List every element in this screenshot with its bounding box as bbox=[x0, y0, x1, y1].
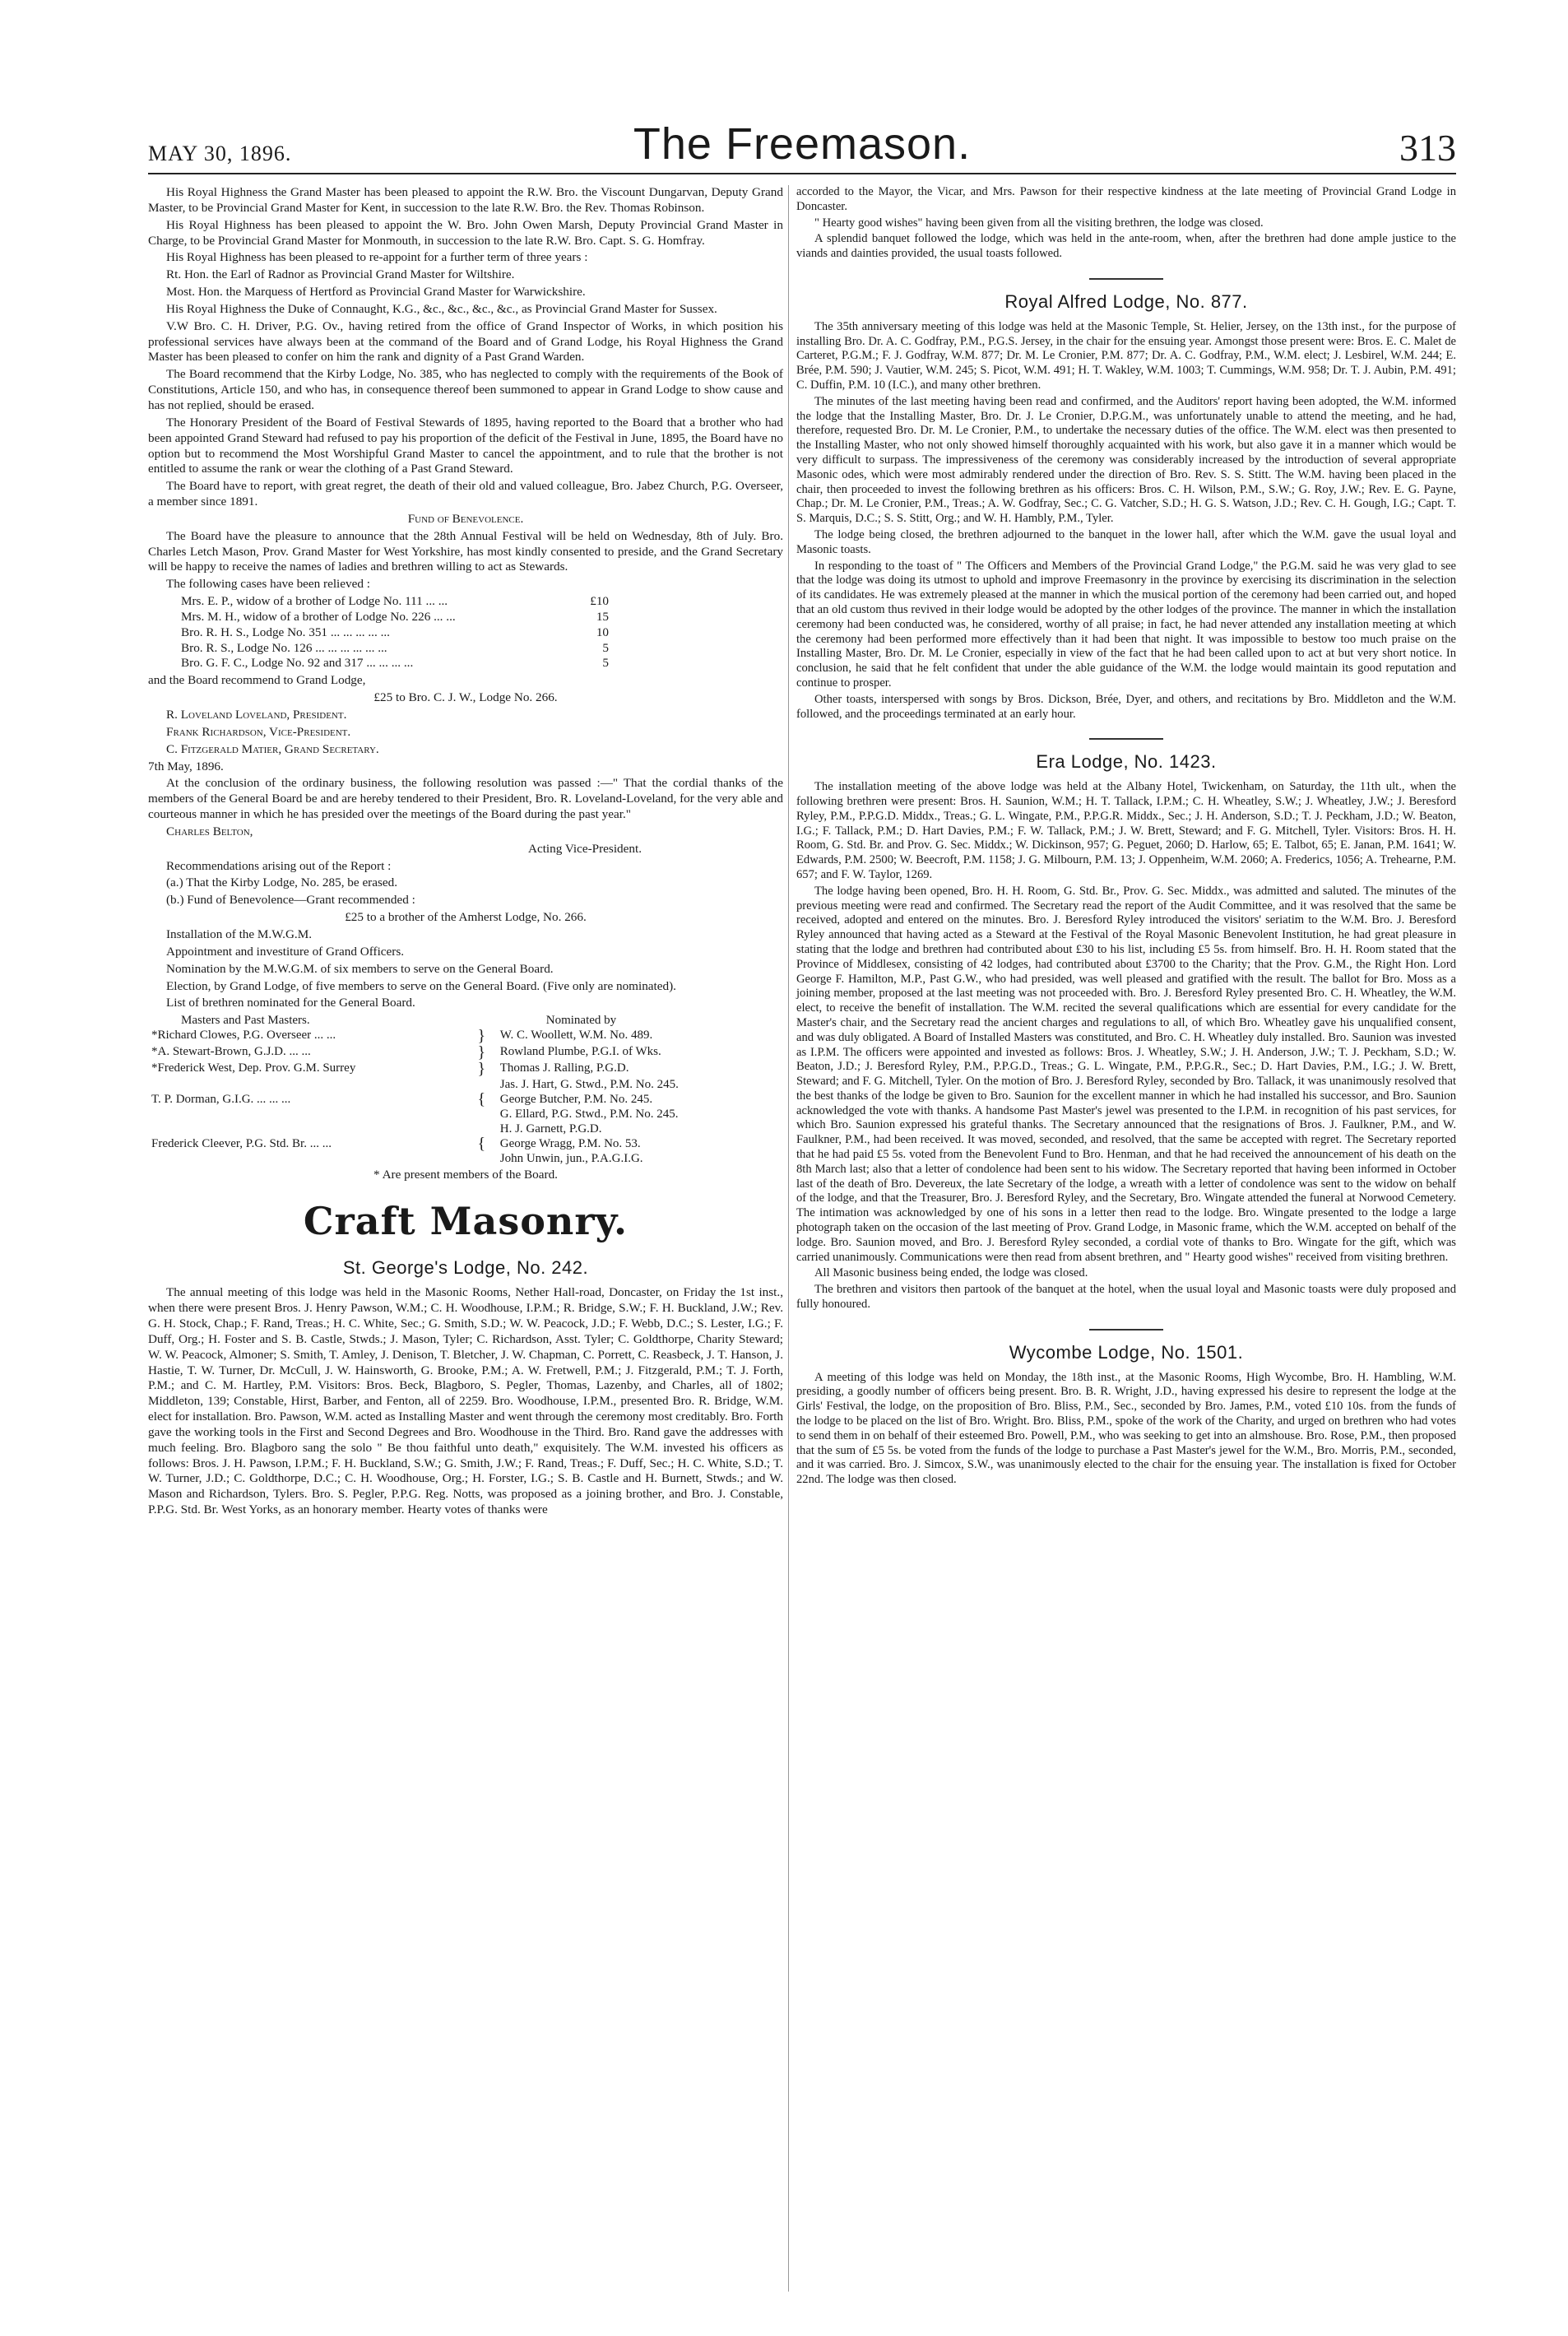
paragraph: All Masonic business being ended, the lodge was closed. bbox=[814, 1266, 1088, 1280]
newspaper-title: The Freemason. bbox=[633, 119, 972, 169]
paragraph: The brethren and visitors then partook of the banquet at the hotel, when the usual loyal and Masonic toasts were duly proposed and fully honoured. bbox=[796, 1283, 1456, 1312]
case-row bbox=[181, 656, 609, 671]
nominated-by: George Butcher, P.M. No. 245. bbox=[499, 1093, 653, 1107]
paragraph: Election, by Grand Lodge, of five members to serve on the General Board. (Five only are nominated). bbox=[166, 978, 676, 993]
divider bbox=[1089, 1329, 1163, 1331]
signature: C. Fitzgerald Matier, Grand Secretary. bbox=[166, 741, 379, 756]
paragraph: (a.) That the Kirby Lodge, No. 285, be erased. bbox=[166, 875, 398, 890]
masthead bbox=[148, 115, 1456, 174]
paragraph: His Royal Highness the Duke of Connaught, K.G., &c., &c., &c., &c., as Provincial Grand Master for Sussex. bbox=[166, 301, 717, 316]
paragraph: Rt. Hon. the Earl of Radnor as Provincial Grand Master for Wiltshire. bbox=[166, 267, 515, 282]
nominee-name: *Richard Clowes, P.G. Overseer ... ... bbox=[151, 1029, 336, 1043]
lodge-heading: St. George's Lodge, No. 242. bbox=[342, 1257, 589, 1279]
signature-date: 7th May, 1896. bbox=[148, 759, 224, 773]
nominated-by: Thomas J. Ralling, P.G.D. bbox=[499, 1061, 629, 1075]
paragraph: Most. Hon. the Marquess of Hertford as Provincial Grand Master for Warwickshire. bbox=[166, 285, 586, 300]
nominated-by: W. C. Woollett, W.M. No. 489. bbox=[499, 1029, 653, 1043]
paragraph: His Royal Highness has been pleased to appoint the W. Bro. John Owen Marsh, Deputy Provincial Grand Master in Charge, to be Provincial Grand Master for Monmouth, in succession to the late R.W. Bro. Capt. S. G. Homfray. bbox=[148, 217, 783, 248]
column-divider bbox=[788, 185, 789, 2292]
case-row bbox=[181, 625, 609, 641]
footnote: * Are present members of the Board. bbox=[373, 1168, 558, 1182]
paragraph: Installation of the M.W.G.M. bbox=[166, 927, 313, 941]
paragraph: The Honorary President of the Board of Festival Stewards of 1895, having reported to the Board that a brother who had been appointed Grand Steward had refused to pay his proportion of the deficit of the Festival in June, 1895, the Board have no option but to recommend the Most Worshipful Grand Master to cancel the appointment, and to rule that the brother is not entitled to assume the rank or wear the clothing of a Past Grand Steward. bbox=[148, 415, 783, 476]
right-column bbox=[796, 185, 1456, 1489]
lodge-heading: Wycombe Lodge, No. 1501. bbox=[1009, 1341, 1244, 1363]
paragraph: V.W Bro. C. H. Driver, P.G. Ov., having retired from the office of Grand Inspector of Works, in which position his professional services have always been at the command of the Board and of Grand Lodge, his Royal Highness the Grand Master has been pleased to confer on him the rank and dignity of a Past Grand Warden. bbox=[148, 318, 783, 365]
column-header: Masters and Past Masters. bbox=[181, 1014, 310, 1028]
paragraph: £25 to a brother of the Amherst Lodge, No. 266. bbox=[345, 910, 587, 925]
paragraph: His Royal Highness has been pleased to re-appoint for a further term of three years : bbox=[166, 250, 588, 265]
paragraph: Recommendations arising out of the Report : bbox=[166, 858, 392, 873]
paragraph: The Board recommend that the Kirby Lodge, No. 385, who has neglected to comply with the requirements of the Book of Constitutions, Article 150, and who has, in consequence thereof been summoned to appear in Grand Lodge to show cause and has not replied, should be erased. bbox=[148, 367, 783, 412]
case-text: Bro. R. H. S., Lodge No. 351 ... ... ... ... ... bbox=[181, 625, 390, 639]
paragraph: (b.) Fund of Benevolence—Grant recommended : bbox=[166, 893, 415, 908]
issue-date: MAY 30, 1896. bbox=[148, 142, 292, 165]
paragraph: Nomination by the M.W.G.M. of six members to serve on the General Board. bbox=[166, 961, 554, 976]
paragraph: The lodge having been opened, Bro. H. H. Room, G. Std. Br., Prov. G. Sec. Middx., was admitted and saluted. The minutes of the previous meeting were read and confirmed. The Secretary read the report of the Audit Committee, and it was resolved that the same be received, adopted and entered on the minutes. Bro. J. Beresford Ryley introduced the visitors' seriatim to the W.M. Bro. J. Beresford Ryley announced that having acted as a Steward at the Festival of the Royal Masonic Benevolent Institution, he had great pleasure in stating that the lodge and brethren had contributed about £30 to his list, including £5 5s. from himself. Bro. H. H. Room stated that the Province of Middlesex, consisting of 42 lodges, had contributed about £3700 to the Charity; that the Prov. G.M., the Right Hon. Lord George F. Hamilton, M.P., Past G.W., who had presided, was well pleased and gratified with the result. The ballot for Bro. Moss as a joining member, proposed at the last meeting was not proceeded with. Bro. J. Beresford Ryley presented Bro. C. H. Wheatley, the W.M. elect, to receive the benefit of installation. The W.M. recited the several qualifications which are essential for every candidate for the Master's chair, and the Secretary read the ancient charges and regulations to all, of which Bro. Wheatley gave his unqualified consent, and was duly obligated. A Board of Installed Masters was constituted, and Bro. C. H. Wheatley duly installed. Bro. Saunion was invested as I.P.M. The officers were appointed and invested as follows: Bros. J. Wheatley, S.W.; J. H. Anderson, J.W.; T. J. Peckham, S.D.; W. Beaton, J.D.; J. Beresford Ryley, P.M., P.P.G.D., Treas.; G. L. Wingate, P.M., P.P.G.R., Sec.; D. Hart Davies, P.M., I.G.; J. W. Brett, Steward; and F. G. Mitchell, Tyler. On the motion of Bro. J. Beresford Ryley, seconded by Bro. Tallack, it was unanimously resolved that the best thanks of the lodge be given to Bro. Saunion for the excellent manner in which he had installed his successor, and Bro. Saunion acknowledged the vote with thanks. A handsome Past Master's jewel was presented to the I.P.M. in recognition of his past services, for which Bro. Saunion expressed his grateful thanks. The Secretary announced that the resignations of Bros. J. Faulkner, P.M., and W. Faulkner, P.M., had been received. It was moved, seconded, and resolved, that the same be accepted with regret. The Secretary reported that he had paid £5 5s. voted from the Benevolent Fund to Bro. Henman, and that he had received the announcement of his death on the 8th March last; also that a letter of condolence had been sent to his widow. The Secretary reported that having been informed in October last of the death of Bro. Devereux, the late Secretary of the lodge, a wreath with a letter of condolence was sent to the widow on behalf of the lodge, and that the Treasurer, Bro. J. Beresford Ryley, and the Secretary, Bro. Wingate attended the funeral at Norwood Cemetery. The intimation was acknowledged by one of his sons in a letter then read to the lodge. Bro. Wingate presented to the lodge a large photograph taken on the occasion of the last meeting of Prov. Grand Lodge, in Masonic frame, which the W.M. accepted on behalf of the lodge. Bro. Saunion moved, and Bro. J. Beresford Ryley seconded, a cordial vote of thanks to Bro. Wingate for the gift, which was carried unanimously. Communications were then read from absent brethren, and " Hearty good wishes" received from visiting brethren. bbox=[796, 884, 1456, 1264]
lodge-heading: Era Lodge, No. 1423. bbox=[1036, 751, 1217, 773]
section-title-craft-masonry: Craft Masonry. bbox=[303, 1199, 629, 1244]
paragraph: The Board have the pleasure to announce that the 28th Annual Festival will be held on Wednesday, 8th of July. Bro. Charles Letch Mason, Prov. Grand Master for West Yorkshire, has most kindly consented to preside, and the Grand Secretary will be happy to receive the names of ladies and brethren willing to act as Stewards. bbox=[148, 528, 783, 574]
nominee-name: Frederick Cleever, P.G. Std. Br. ... ... bbox=[151, 1137, 332, 1151]
paragraph: The lodge being closed, the brethren adjourned to the banquet in the lower hall, after which the W.M. gave the usual loyal and Masonic toasts. bbox=[796, 527, 1456, 556]
paragraph: A splendid banquet followed the lodge, which was held in the ante-room, when, after the brethren had done ample justice to the viands and dainties provided, the usual toasts followed. bbox=[796, 232, 1456, 261]
relief-cases-list bbox=[181, 594, 609, 671]
signature: Frank Richardson, Vice-President. bbox=[166, 724, 351, 739]
case-text: Mrs. M. H., widow of a brother of Lodge No. 226 ... ... bbox=[181, 609, 456, 624]
paragraph: At the conclusion of the ordinary business, the following resolution was passed :—" That the cordial thanks of the members of the General Board be and are hereby tendered to their President, Bro. R. Loveland-Loveland, for the very able and courteous manner in which he has presided over the meetings of the Board during the past year." bbox=[148, 776, 783, 822]
paragraph: The 35th anniversary meeting of this lodge was held at the Masonic Temple, St. Helier, Jersey, on the 13th inst., for the purpose of installing Bro. Dr. A. C. Godfray, P.M., P.G.S. Jersey, in the chair for the ensuing year. Amongst those present were: Bros. E. C. Malet de Carteret, P.G.M.; F. J. Godfray, W.M. 877; Dr. M. Le Cronier, P.M. 877; Dr. A. C. Godfray, P.M., W.M. elect; J. Lesbirel, W.M. 244; E. Brée, P.M. 590; J. Vautier, W.M. 245; S. Picot, W.M. 491; H. T. Wakley, W.M. 1003; T. Cummings, W.M. 958; Dr. T. J. Aubin, P.M. 491; C. Duffin, P.M. 10 (I.C.), and many other brethren. bbox=[796, 319, 1456, 392]
table-row: Frederick Cleever, P.G. Std. Br. ... ... { H. J. Garnett, P.G.D. George Wragg, P.M. No. 53. John Unwin, jun., P.A.G.I.G. bbox=[148, 1122, 783, 1166]
nominated-by-list bbox=[497, 1122, 783, 1166]
case-row bbox=[181, 610, 609, 625]
paragraph: A meeting of this lodge was held on Monday, the 18th inst., at the Masonic Rooms, High Wycombe, Bro. H. Hambling, W.M. presiding, a goodly number of officers being present. Bro. B. R. Wright, J.D., having expressed his desire to represent the lodge at the Girls' Festival, the lodge, on the proposition of Bro. Bliss, P.M., Sec., seconded by Bro. James, P.M., voted £10 10s. from the funds of the lodge to be placed on the list of Bro. Wright. Bro. Bliss, P.M., spoke of the work of the Charity, and urged on brethren who had votes to send them in on behalf of their esteemed Bro. Powell, P.M., who was seeking to get into an almshouse. Bro. Rose, P.M., then proposed that the sum of £5 5s. be voted from the funds of the lodge to purchase a Past Master's jewel for the W.M., Bro. Morris, P.M., seconded, and it was carried. Bro. J. Simcox, S.W., was unanimously elected to the chair for the ensuing year. The installation is fixed for October 22nd. The lodge was then closed. bbox=[796, 1370, 1456, 1487]
table-row: *Richard Clowes, P.G. Overseer ... ... } W. C. Woollett, W.M. No. 489. bbox=[148, 1028, 783, 1044]
case-row bbox=[181, 594, 609, 610]
paragraph: List of brethren nominated for the General Board. bbox=[166, 996, 415, 1010]
case-amount: £10 bbox=[590, 594, 609, 609]
divider bbox=[1089, 738, 1163, 740]
nominated-by: Rowland Plumbe, P.G.I. of Wks. bbox=[499, 1045, 661, 1059]
nominee-name: *A. Stewart-Brown, G.J.D. ... ... bbox=[151, 1045, 311, 1059]
case-text: Mrs. E. P., widow of a brother of Lodge No. 111 ... ... bbox=[181, 594, 448, 609]
case-amount: 5 bbox=[602, 656, 609, 671]
paragraph: The annual meeting of this lodge was held in the Masonic Rooms, Nether Hall-road, Doncaster, on Friday the 1st inst., when there were present Bros. J. Henry Pawson, W.M.; C. H. Woodhouse, I.P.M.; R. Bridge, S.W.; F. H. Buckland, J.W.; Rev. G. H. Stock, Chap.; F. Rand, Treas.; H. C. White, Sec.; G. Smith, S.D.; W. W. Peacock, J.D.; F. Webb, D.C.; S. Lester, I.G.; F. Duff, Org.; H. Foster and S. B. Castle, Stwds.; J. Mason, Tyler; C. Richardson, Asst. Tyler; C. Goldthorpe, Charity Steward; W. W. Peacock, Almoner; S. Smith, T. Amley, J. Denison, T. Bletcher, J. W. Chapman, C. Porrett, C. Reasbeck, J. T. Hanson, J. Hastie, T. W. Turner, Dr. McCull, J. W. Hainsworth, G. Brooke, P.M.; A. W. Fretwell, P.M.; J. Fitzgerald, P.M.; T. J. Forth, P.M.; and C. M. Hartley, P.M. Visitors: Bros. Beck, Blagboro, S. Pegler, Thomas, Lazenby, and Charles, all of 1802; Middleton, 139; Constable, Hirst, Barber, and Fenton, all of 2259. Bro. Woodhouse, I.P.M., presented Bro. R. Bridge, W.M. elect for installation. Bro. Pawson, W.M. acted as Installing Master and went through the ceremony most creditably. Bro. Forth gave the working tools in the First and Second Degrees and Bro. Woodhouse in the Third. Bro. Rand gave the addresses with much feeling. Bro. Blagboro sang the solo " Be thou faithful unto death," exquisitely. The W.M. invested his officers as follows: Bros. J. H. Pawson, I.P.M.; F. H. Buckland, S.W.; G. Smith, J.W.; F. Rand, Treas.; F. Duff, Sec.; H. C. White, S.D.; T. W. Turner, J.D.; C. Goldthorpe, D.C.; C. H. Woodhouse, Org.; H. Forster, I.G.; S. B. Castle and H. Burnett, Stwds.; and W. Mason and Richardson, Tylers. Bro. S. Pegler, P.P.G. Reg. Notts, was proposed as a joining brother, and Bro. J. Constable, P.P.G. Std. Br. West Yorks, as an honorary member. Hearty votes of thanks were bbox=[148, 1285, 783, 1517]
table-row: *Frederick West, Dep. Prov. G.M. Surrey } Thomas J. Ralling, P.G.D. bbox=[148, 1061, 783, 1077]
paragraph: accorded to the Mayor, the Vicar, and Mrs. Pawson for their respective kindness at the late meeting of Provincial Grand Lodge in Doncaster. bbox=[796, 185, 1456, 213]
case-amount: 10 bbox=[596, 625, 609, 639]
subheading-fund: Fund of Benevolence. bbox=[407, 511, 524, 526]
paragraph: and the Board recommend to Grand Lodge, bbox=[148, 673, 366, 688]
nominated-by: Jas. J. Hart, G. Stwd., P.M. No. 245. bbox=[499, 1078, 679, 1092]
table-header-row bbox=[148, 1013, 783, 1028]
page-number: 313 bbox=[1399, 127, 1456, 169]
nominee-name: *Frederick West, Dep. Prov. G.M. Surrey bbox=[151, 1061, 356, 1075]
paragraph: Appointment and investiture of Grand Officers. bbox=[166, 944, 405, 959]
nominated-by: George Wragg, P.M. No. 53. bbox=[499, 1137, 641, 1151]
nominated-by: G. Ellard, P.G. Stwd., P.M. No. 245. bbox=[499, 1108, 679, 1122]
paragraph: The minutes of the last meeting having been read and confirmed, and the Auditors' report having been adopted, the W.M. informed the lodge that the Installing Master, Bro. Dr. J. Le Cronier, D.P.G.M., was unfortunately unable to attend the meeting, and he had, therefore, requested Bro. Dr. M. Le Cronier, P.M., to undertake the necessary duties of the office. The W.M. elect was then presented to the Installing Master, who not only showed himself thoroughly acquainted with his work, but also gave it in a manner which would be very difficult to surpass. The impressiveness of the ceremony was considerably increased by the introduction of several appropriate Masonic odes, which were most admirably rendered under the direction of Bro. Rev. S. S. Stitt. The W.M. having been placed in the chair, then proceeded to invest the following brethren as his officers: Bros. C. H. Wilson, P.M., S.W.; G. Roy, J.W.; Rev. E. G. Payne, Chap.; Dr. M. Le Cronier, P.M., Treas.; A. W. Godfray, Sec.; C. G. Vatcher, S.D.; H. G. S. Watson, J.D.; Rev. C. H. Gough, I.G.; Capt. T. S. Marquis, D.C.; S. S. Stitt, Org.; and W. H. Hambly, P.M., Tyler. bbox=[796, 394, 1456, 526]
nominated-by-list bbox=[497, 1077, 783, 1122]
signature: Acting Vice-President. bbox=[528, 841, 642, 856]
paragraph: " Hearty good wishes" having been given from all the visiting brethren, the lodge was closed. bbox=[814, 216, 1264, 230]
paragraph: Other toasts, interspersed with songs by Bros. Dickson, Brée, Dyer, and others, and recitations by Bro. Middleton and the W.M. followed, and the proceedings terminated at an early hour. bbox=[796, 692, 1456, 721]
signature: R. Loveland Loveland, President. bbox=[166, 708, 347, 722]
case-row bbox=[181, 641, 609, 657]
case-amount: 15 bbox=[596, 609, 609, 624]
nominations-table bbox=[148, 1013, 783, 1166]
paragraph: £25 to Bro. C. J. W., Lodge No. 266. bbox=[373, 690, 558, 705]
paragraph: The Board have to report, with great regret, the death of their old and valued colleague, Bro. Jabez Church, P.G. Overseer, a member since 1891. bbox=[148, 479, 783, 509]
nominee-name: T. P. Dorman, G.I.G. ... ... ... bbox=[151, 1093, 291, 1107]
case-text: Bro. R. S., Lodge No. 126 ... ... ... ... ... ... bbox=[181, 640, 387, 655]
lodge-heading: Royal Alfred Lodge, No. 877. bbox=[1004, 290, 1248, 312]
case-text: Bro. G. F. C., Lodge No. 92 and 317 ... ... ... ... bbox=[181, 656, 414, 671]
column-header: Nominated by bbox=[545, 1014, 617, 1028]
case-amount: 5 bbox=[602, 640, 609, 655]
table-row: T. P. Dorman, G.I.G. ... ... ... { Jas. J. Hart, G. Stwd., P.M. No. 245. George Butcher, P.M. No. 245. G. Ellard, P.G. Stwd., P.M. No. 245. bbox=[148, 1077, 783, 1122]
paragraph: His Royal Highness the Grand Master has been pleased to appoint the R.W. Bro. the Viscount Dungarvan, Deputy Grand Master, to be Provincial Grand Master for Kent, in succession to the late R.W. Bro. the Rev. Thomas Robinson. bbox=[148, 185, 783, 215]
paragraph: The following cases have been relieved : bbox=[166, 577, 370, 592]
nominated-by: H. J. Garnett, P.G.D. bbox=[499, 1122, 602, 1136]
paragraph: The installation meeting of the above lodge was held at the Albany Hotel, Twickenham, on Saturday, the 11th ult., when the following brethren were present: Bros. H. Saunion, W.M.; H. T. Tallack, I.P.M.; C. H. Wheatley, S.W.; J. Wheatley, J.W.; J. Beresford Ryley, P.M., P.P.G.D. Middx., Treas.; G. L. Wingate, P.M., P.P.G.R. Middx., Sec.; J. H. Anderson, S.D.; T. J. Peckham, J.D.; W. Beaton, I.G.; F. Tallack, P.M.; D. Hart Davies, P.M.; F. W. Tallack, P.M.; J. W. Brett, Steward; and F. G. Mitchell, Tyler. Visitors: Bros. H. H. Room, G. Std. Br. and Prov. G. Sec. Middx.; W. Dickinson, 957; G. Peguet, 2060; D. Harlow, 65; E. Talbot, 65; E. Janan, P.M. 1641; W. Edwards, P.M. 2500; W. Beecroft, P.M. 1158; J. G. Milbourn, P.M. 13; J. Oppenheim, W.M. 2060; A. Frederics, 1056; A. Trehearne, P.M. 657; and F. W. Taylor, 1269. bbox=[796, 780, 1456, 881]
divider bbox=[1089, 278, 1163, 280]
table-row: *A. Stewart-Brown, G.J.D. ... ... } Rowland Plumbe, P.G.I. of Wks. bbox=[148, 1044, 783, 1061]
signature: Charles Belton, bbox=[166, 824, 253, 838]
left-column bbox=[148, 185, 783, 1520]
nominated-by: John Unwin, jun., P.A.G.I.G. bbox=[499, 1152, 643, 1166]
paragraph: In responding to the toast of " The Officers and Members of the Provincial Grand Lodge," the P.G.M. said he was very glad to see that the lodge was doing its utmost to uphold and improve Freemasonry in the province by exercising its discrimination in the selection of its candidates. He was extremely pleased at the manner in which the musical portion of the ceremony had been carried out, and hoped that an old custom thus revived in their lodge would be adopted by the other lodges of the province. The manner in which the installation ceremony had been conducted was, he considered, worthy of all praise; in fact, he had never attended any installation meeting at which the ceremony had been performed more effectively than it had been that night. It was impossible to bestow too much praise on the Installing Master, Bro. Dr. M. Le Cronier, especially in view of the fact that he had been called upon to act at but very short notice. In conclusion, he said that he felt confident that under the able guidance of the W.M. the lodge would maintain its good reputation and continue to prosper. bbox=[796, 559, 1456, 690]
